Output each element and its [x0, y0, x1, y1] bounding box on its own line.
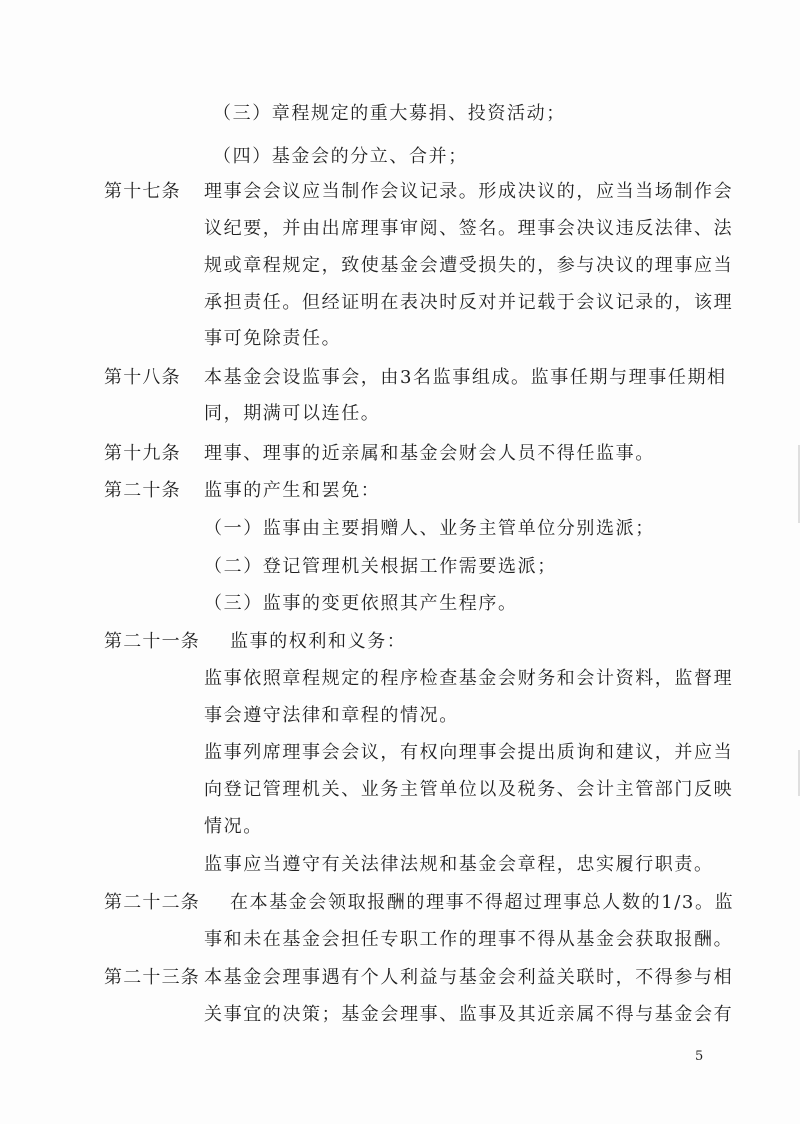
article-21-line: 情况。 — [204, 816, 263, 837]
article-21-line: 监事依照章程规定的程序检查基金会财务和会计资料，监督理 — [204, 668, 734, 689]
article-label-18: 第十八条 — [104, 367, 181, 388]
page-number: 5 — [695, 1049, 704, 1064]
article-22-line: 在本基金会领取报酬的理事不得超过理事总人数的1/3。监 — [230, 892, 735, 913]
article-21-line: 向登记管理机关、业务主管单位以及税务、会计主管部门反映 — [204, 779, 734, 800]
article-18-line: 同，期满可以连任。 — [204, 403, 381, 424]
article-21-line: 监事应当遵守有关法律法规和基金会章程，忠实履行职责。 — [204, 854, 714, 875]
article-21-line: 事会遵守法律和章程的情况。 — [204, 705, 459, 726]
article-17-line: 承担责任。但经证明在表决时反对并记载于会议记录的，该理 — [204, 292, 734, 313]
article-label-23: 第二十三条 — [104, 967, 200, 988]
article-20-line: 监事的产生和罢免： — [204, 480, 381, 501]
article-22-line: 事和未在基金会担任专职工作的理事不得从基金会获取报酬。 — [204, 929, 734, 950]
article-label-21: 第二十一条 — [104, 631, 200, 652]
document-line: （四）基金会的分立、合并； — [213, 146, 468, 167]
article-23-line: 本基金会理事遇有个人利益与基金会利益关联时，不得参与相 — [204, 967, 734, 988]
article-21-line: 监事的权利和义务： — [230, 631, 407, 652]
article-19-line: 理事、理事的近亲属和基金会财会人员不得任监事。 — [204, 443, 655, 464]
article-23-line: 关事宜的决策；基金会理事、监事及其近亲属不得与基金会有 — [204, 1004, 734, 1025]
article-label-17: 第十七条 — [104, 181, 181, 202]
article-20-line: （二）登记管理机关根据工作需要选派； — [204, 556, 557, 577]
article-label-20: 第二十条 — [104, 480, 181, 501]
article-17-line: 规或章程规定，致使基金会遭受损失的，参与决议的理事应当 — [204, 255, 734, 276]
article-17-line: 事可免除责任。 — [204, 328, 342, 349]
article-17-line: 理事会会议应当制作会议记录。形成决议的，应当当场制作会 — [204, 181, 734, 202]
article-label-22: 第二十二条 — [104, 892, 200, 913]
article-18-line: 本基金会设监事会，由3名监事组成。监事任期与理事任期相 — [204, 367, 727, 388]
article-20-line: （一）监事由主要捐赠人、业务主管单位分别选派； — [204, 518, 655, 539]
article-17-line: 议纪要，并由出席理事审阅、签名。理事会决议违反法律、法 — [204, 218, 734, 239]
article-20-line: （三）监事的变更依照其产生程序。 — [204, 593, 518, 614]
document-line: （三）章程规定的重大募捐、投资活动； — [213, 103, 566, 124]
article-21-line: 监事列席理事会会议，有权向理事会提出质询和建议，并应当 — [204, 742, 734, 763]
article-label-19: 第十九条 — [104, 443, 181, 464]
